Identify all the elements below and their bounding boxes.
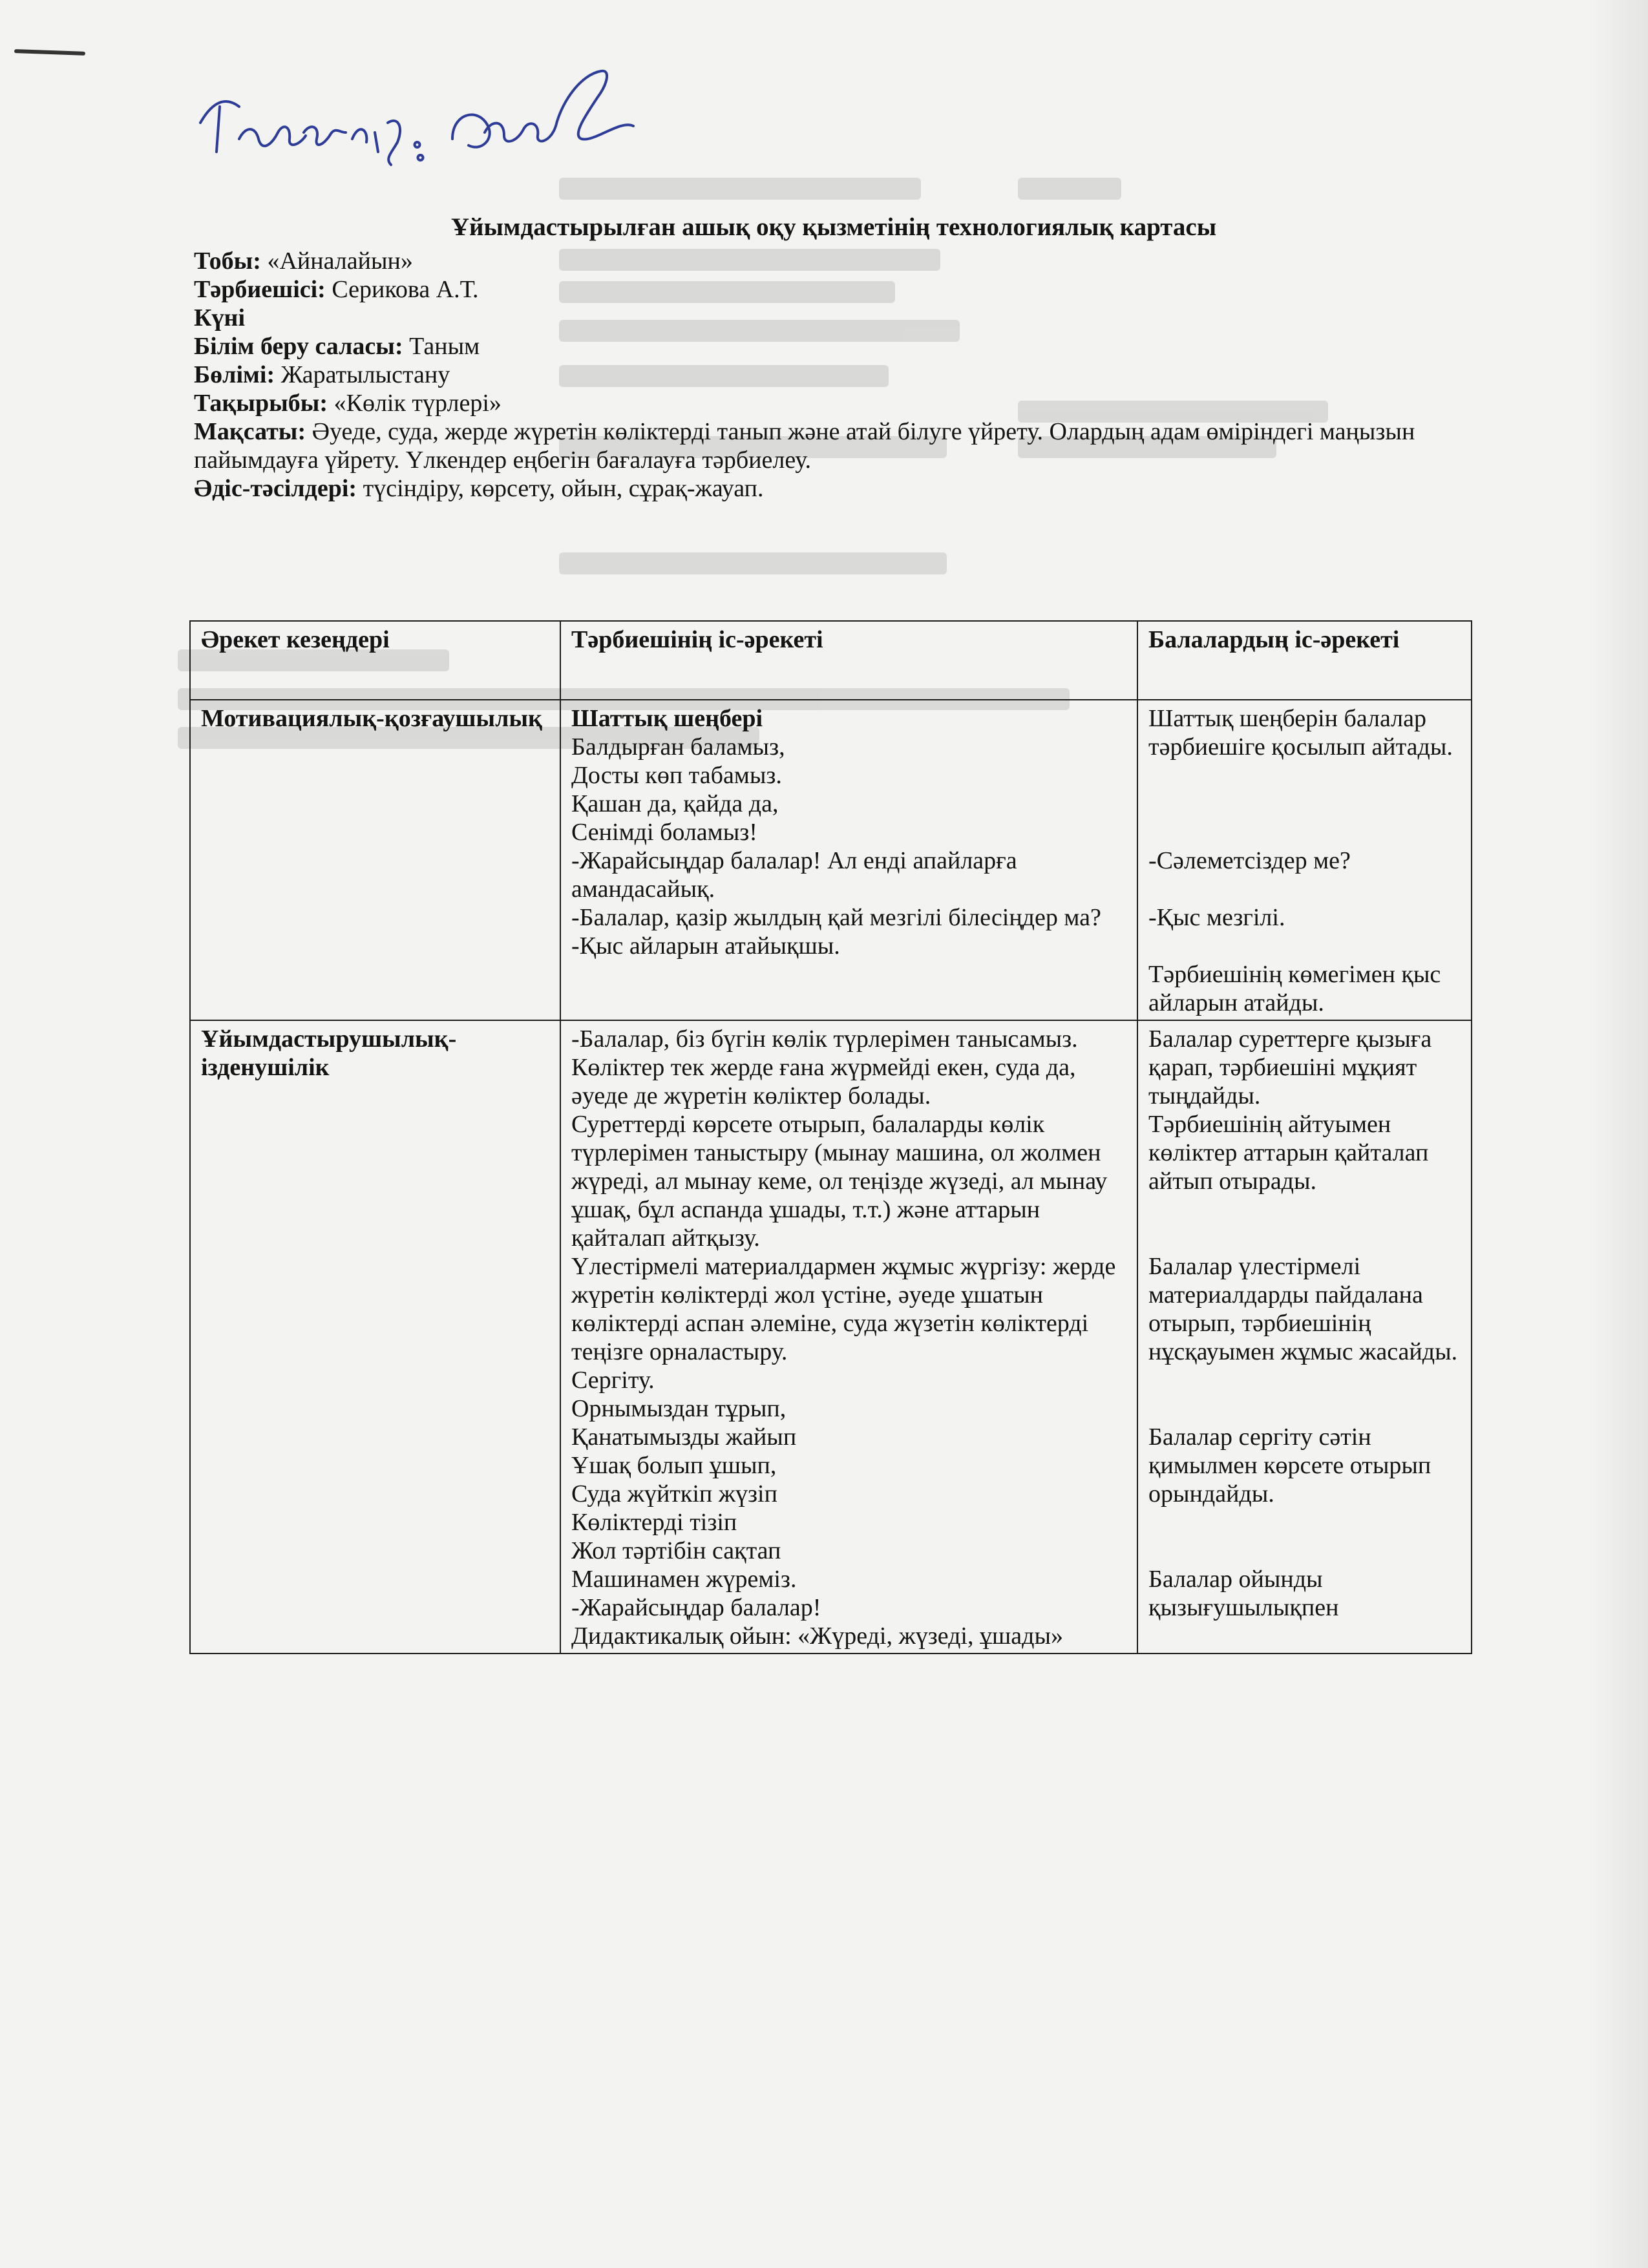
teacher-line: Сергіту.	[571, 1367, 655, 1394]
meta-value: түсіндіру, көрсету, ойын, сұрақ-жауап.	[357, 475, 764, 502]
teacher-line: Дидактикалық ойын: «Жүреді, жүзеді, ұшады»	[571, 1622, 1063, 1650]
meta-label: Тақырыбы:	[194, 390, 328, 417]
document-header	[194, 213, 1474, 503]
meta-value: «Көлік түрлері»	[328, 390, 502, 417]
children-line: -Сәлеметсіздер ме?	[1148, 847, 1351, 874]
meta-topic	[194, 389, 1474, 417]
teacher-line: Үлестірмелі материалдармен жұмыс жүргізу: жерде жүретін көліктерді жол үстіне, әуеде ұшатын көліктерді аспан әлеміне, суда жүзетін көліктерді теңізге орналастыру.	[571, 1253, 1116, 1365]
teacher-line: -Жарайсыңдар балалар!	[571, 1594, 821, 1621]
children-line: Балалар үлестірмелі материалдарды пайдалана отырып, тәрбиешінің нұсқауымен жұмыс жасайды.	[1148, 1253, 1458, 1365]
teacher-line: Шаттық шеңбері	[571, 705, 763, 732]
meta-label: Бөлімі:	[194, 361, 275, 388]
children-line: Балалар суреттерге қызыға қарап, тәрбиешіні мұқият тыңдайды.	[1148, 1025, 1432, 1109]
activity-table	[189, 620, 1472, 1654]
meta-value: Серикова А.Т.	[325, 276, 479, 303]
teacher-line: Машинамен жүреміз.	[571, 1566, 797, 1593]
stage-cell: Ұйымдастырушылық-ізденушілік	[190, 1020, 560, 1654]
teacher-line: Ұшақ болып ұшып,	[571, 1452, 777, 1479]
scan-corner-mark	[14, 49, 85, 56]
teacher-line: Көліктерді тізіп	[571, 1509, 737, 1536]
meta-section	[194, 361, 1474, 389]
teacher-cell	[560, 1020, 1137, 1654]
table-row	[190, 1020, 1472, 1654]
header-children: Балалардың іс-әрекеті	[1137, 621, 1472, 700]
children-cell	[1137, 1020, 1472, 1654]
teacher-cell	[560, 700, 1137, 1020]
meta-teacher	[194, 275, 1474, 304]
handwritten-signature	[194, 61, 646, 191]
teacher-line: -Балалар, қазір жылдың қай мезгілі білесіңдер ма?	[571, 904, 1101, 931]
teacher-line: Жол тәртібін сақтап	[571, 1537, 781, 1564]
header-stage: Әрекет кезеңдері	[190, 621, 560, 700]
meta-goal	[194, 417, 1474, 474]
meta-label: Білім беру саласы:	[194, 333, 403, 360]
children-line: Шаттық шеңберін балалар тәрбиешіге қосылып айтады.	[1148, 705, 1453, 761]
children-line: -Қыс мезгілі.	[1148, 904, 1285, 931]
teacher-line: -Жарайсыңдар балалар! Ал енді апайларға амандасайық.	[571, 847, 1017, 903]
header-teacher: Тәрбиешінің іс-әрекеті	[560, 621, 1137, 700]
meta-value: «Айналайын»	[260, 247, 413, 275]
table-row	[190, 700, 1472, 1020]
meta-value: Таным	[403, 333, 480, 360]
table-header-row	[190, 621, 1472, 700]
meta-label: Тобы:	[194, 247, 261, 275]
meta-label: Күні	[194, 304, 246, 331]
meta-value: Әуеде, суда, жерде жүретін көліктерді танып және атай білуге үйрету. Олардың адам өміріндегі маңызын пайымдауға үйрету. Үлкендер еңбегін бағалауға тәрбиелеу.	[194, 418, 1415, 474]
meta-label: Мақсаты:	[194, 418, 306, 445]
children-line: Балалар сергіту сәтін қимылмен көрсете отырып орындайды.	[1148, 1423, 1431, 1507]
meta-label: Тәрбиешісі:	[194, 276, 326, 303]
teacher-line: Суреттерді көрсете отырып, балаларды көлік түрлерімен таныстыру (мынау машина, ол жолмен жүреді, ал мынау кеме, ол теңізде жүзеді, ал мынау ұшақ, бұл аспанда ұшады, т.т.) және аттарын қайталап айтқызу.	[571, 1111, 1108, 1252]
teacher-line: Досты көп табамыз.	[571, 762, 782, 789]
teacher-line: Орнымыздан тұрып,	[571, 1395, 787, 1422]
stage-cell: Мотивациялық-қозғаушылық	[190, 700, 560, 1020]
document-title: Ұйымдастырылған ашық оқу қызметінің технологиялық картасы	[450, 213, 1217, 241]
children-line: Балалар ойынды қызығушылықпен	[1148, 1566, 1339, 1621]
scan-page-edge	[1590, 0, 1648, 2268]
teacher-line: -Қыс айларын атайықшы.	[571, 932, 840, 960]
teacher-line: Қашан да, қайда да,	[571, 790, 779, 817]
meta-label: Әдіс-тәсілдері:	[194, 475, 357, 502]
teacher-line: Балдырған баламыз,	[571, 733, 785, 761]
meta-date	[194, 304, 1474, 332]
teacher-line: Суда жүйткіп жүзіп	[571, 1480, 777, 1507]
children-line: Тәрбиешінің көмегімен қыс айларын атайды.	[1148, 961, 1441, 1016]
teacher-line: -Балалар, біз бүгін көлік түрлерімен танысамыз. Көліктер тек жерде ғана жүрмейді екен, суда да, әуеде де жүретін көліктер болады.	[571, 1025, 1078, 1109]
teacher-line: Сенімді боламыз!	[571, 819, 757, 846]
meta-education-area	[194, 332, 1474, 361]
children-cell	[1137, 700, 1472, 1020]
meta-value: Жаратылыстану	[275, 361, 450, 388]
teacher-line: Қанатымызды жайып	[571, 1423, 797, 1451]
meta-methods	[194, 474, 1474, 503]
children-line: Тәрбиешінің айтуымен көліктер аттарын қайталап айтып отырады.	[1148, 1111, 1429, 1195]
meta-group	[194, 247, 1474, 275]
